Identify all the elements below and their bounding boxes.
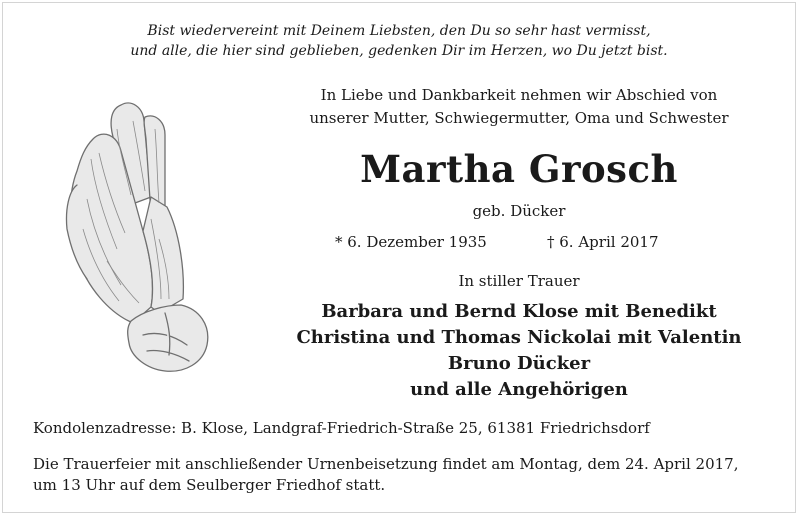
intro-line-1: In Liebe und Dankbarkeit nehmen wir Abschied von — [320, 86, 718, 104]
intro-line-2: unserer Mutter, Schwiegermutter, Oma und Schwester — [309, 109, 729, 127]
deceased-name: Martha Grosch — [360, 147, 678, 191]
mourner-line: Christina und Thomas Nickolai mit Valentin — [296, 327, 742, 348]
mourner-line: Bruno Dücker — [447, 353, 591, 374]
verse — [3, 21, 795, 61]
mourner-line: Barbara und Bernd Klose mit Benedikt — [321, 301, 717, 322]
death-date: † 6. April 2017 — [547, 233, 659, 251]
funeral-notice-line-2: um 13 Uhr auf dem Seulberger Friedhof statt. — [33, 476, 386, 494]
funeral-notice-line-1: Die Trauerfeier mit anschließender Urnenbeisetzung findet am Montag, dem 24. April 2017, — [33, 455, 739, 473]
funeral-notice — [33, 454, 738, 496]
obituary-notice — [2, 2, 796, 513]
condolence-address: Kondolenzadresse: B. Klose, Landgraf-Friedrich-Straße 25, 61381 Friedrichsdorf — [33, 419, 650, 437]
mourner-line: und alle Angehörigen — [410, 379, 628, 400]
birth-date: * 6. Dezember 1935 — [335, 233, 487, 251]
mourners-list — [261, 299, 777, 403]
maiden-name: geb. Dücker — [472, 202, 566, 220]
verse-line-2: und alle, die hier sind geblieben, gedenken Dir im Herzen, wo Du jetzt bist. — [130, 43, 668, 59]
intro-text — [261, 84, 777, 130]
mourning-phrase: In stiller Trauer — [458, 272, 580, 290]
verse-line-1: Bist wiedervereint mit Deinem Liebsten, den Du so sehr hast vermisst, — [147, 23, 651, 39]
praying-hands-icon — [47, 99, 217, 377]
